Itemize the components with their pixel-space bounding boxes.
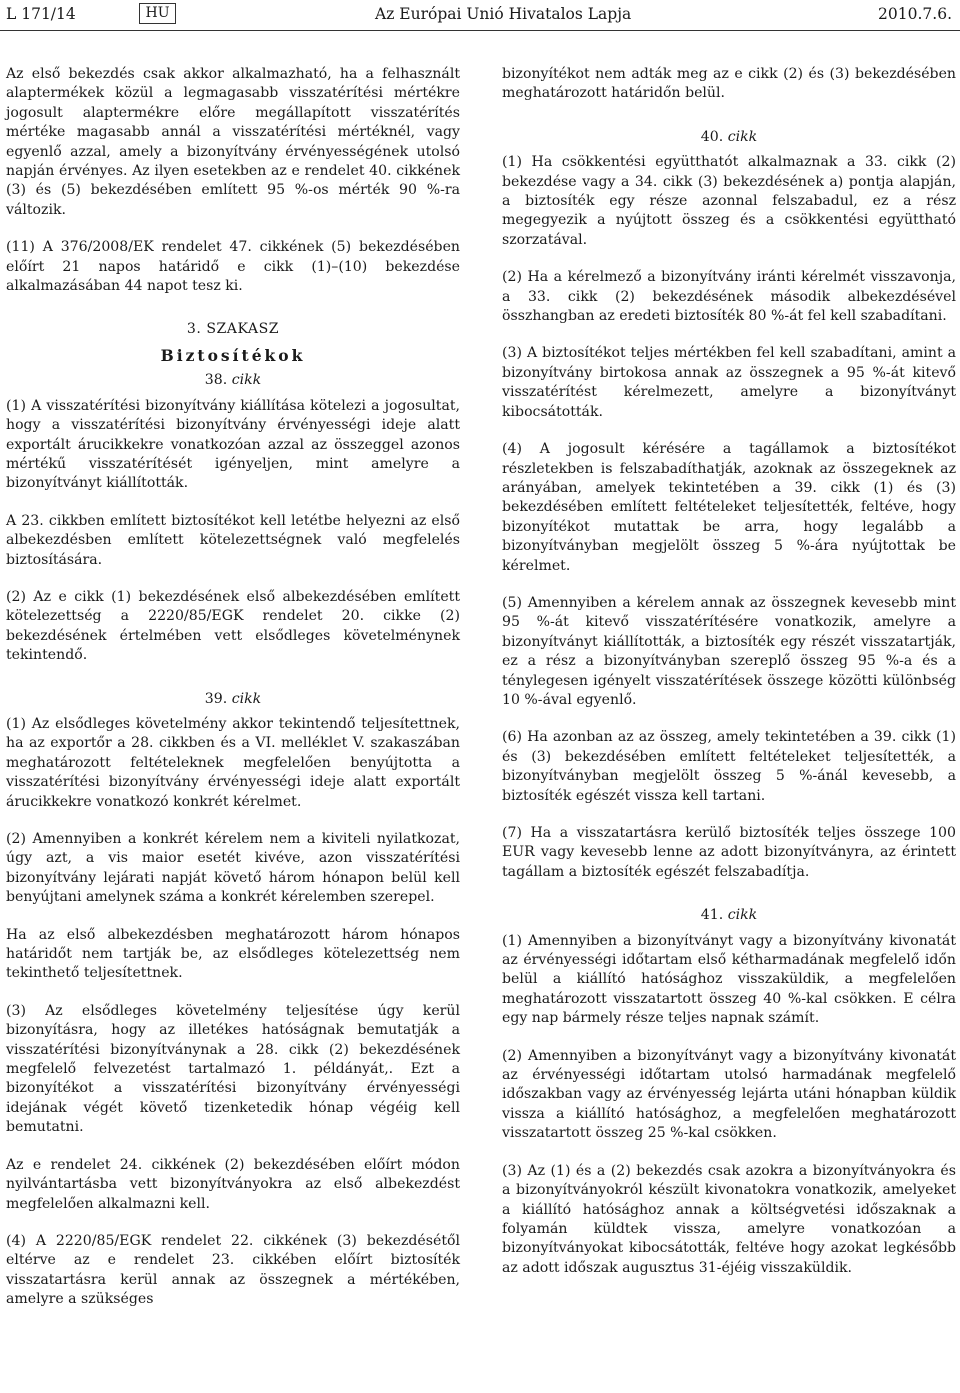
page-number: L 171/14: [6, 5, 76, 23]
paragraph: Az első bekezdés csak akkor alkalmazható, ha a felhasznált alaptermékek közül a legmagasabb visszatérítési mértékre jogosult alaptermékre előre megállapított visszatérítés mértéke magasabb annál a visszatérítési mértéknél, vagy egyenlő azzal, amely a bizonyítvány érvényességének utolsó napján érvényes. Az ilyen esetekben az e rendelet 40. cikkének (3) és (5) bekezdésében említett 95 %-os mérték 90 %-ra változik.: [6, 66, 460, 218]
publication-date: 2010.7.6.: [878, 5, 952, 23]
paragraph: (3) Az elsődleges követelmény teljesítése úgy kerül bizonyításra, hogy az illetékes hatóságnak bemutatják a visszatérítési bizonyítványnak a 28. cikk (2) bekezdésének megfelelő felvezetést tartalmazó 1. példányát,. Ezt a bizonyítékot a visszatérítési bizonyítvány érvényességi idejának végét követő tizenketedik hónap végéig kell bemutatni.: [6, 1002, 460, 1136]
paragraph: bizonyítékot nem adták meg az e cikk (2) és (3) bekezdésében meghatározott határidőn belül.: [502, 66, 956, 102]
paragraph: (2) Amennyiben a konkrét kérelem nem a kiviteli nyilatkozat, úgy azt, a vis maior esetét kivéve, azon visszatérítési bizonyítvány lejárati napját követő három hónapon belül kell benyújtani amelynek száma a konkrét kérelemben szerepel.: [6, 831, 460, 906]
right-column: [502, 65, 956, 1296]
paragraph: (1) A visszatérítési bizonyítvány kiállítása kötelezi a jogosultat, hogy a visszatérítési bizonyítvány érvényességi ideje alatt exportált árucikkekre vonatkozóan azzal az összeggel azonos mértékű visszatérítését igényeljen, mint amelyre a bizonyítványt kiállították.: [6, 397, 460, 492]
article-word: cikk: [727, 907, 758, 924]
paragraph: (2) Ha a kérelmező a bizonyítvány iránti kérelmét visszavonja, a 33. cikk (2) bekezdésének második albekezdésével összhangban az eredeti biztosíték 80 %-át fel kell szabadítani.: [502, 269, 956, 325]
paragraph: (5) Amennyiben a kérelem annak az összegnek kevesebb mint 95 %-át kitevő visszatérítésére vonatkozik, amelyre a bizonyítványt kiállították, a biztosíték egy részét visszatartják, ez a rész a bizonyítványban szereplő összeg 95 %-a és a ténylegesen igényelt visszatérítések összege közötti különbség 10 %-ával egyenlő.: [502, 594, 956, 708]
paragraph: (4) A jogosult kérésére a tagállamok a biztosítékot részletekben is felszabadíthatják, azoknak az összegeknek az arányában, amelyek tekintetében a 39. cikk (1) és (3) bekezdésében említett feltételeket teljesítették, feltéve, hogy bizonyítékot mutattak be arra, hogy legalább a bizonyítványban megjelölt összeg 5 %-ára nyújtottak be kérelmet.: [502, 441, 956, 574]
paragraph: Ha az első albekezdésben meghatározott három hónapos határidőt nem tartják be, az elsődleges kötelezettség nem tekinthető teljesítettnek.: [6, 926, 460, 982]
paragraph: (2) Amennyiben a bizonyítványt vagy a bizonyítvány kivonatát az érvényességi időtartam utolsó harmadának megfelelő időszakban vagy az érvényesség lejárta utáni hónapban küldik vissza a kiállító hatósághoz, a megfelelően meghatározott visszatartott összeg 25 %-kal csökken.: [502, 1047, 956, 1142]
page-header: [0, 0, 960, 31]
paragraph: (2) Az e cikk (1) bekezdésének első albekezdésében említett kötelezettség a 2220/85/EGK rendelet 20. cikke (2) bekezdésének értelmében vett elsődleges követelménynek tekintendő.: [6, 588, 460, 664]
section-number: 3. SZAKASZ: [186, 321, 280, 338]
article-number: 38.: [204, 372, 228, 389]
paragraph: (3) A biztosítékot teljes mértékben fel kell szabadítani, amint a bizonyítvány birtokosa annak az összegnek a 95 %-át kitevő visszatérítést kérelmezett, amelyre a bizonyítványt kibocsátották.: [502, 345, 956, 420]
paragraph: (4) A 2220/85/EGK rendelet 22. cikkének (3) bekezdésétől eltérve az e rendelet 23. cikkében előírt biztosíték visszatartásra kerül annak az összegnek a mértékében, amelyre a szükséges: [6, 1232, 460, 1308]
article-number: 41.: [700, 907, 724, 924]
journal-title: Az Európai Unió Hivatalos Lapja: [375, 5, 632, 23]
paragraph: (11) A 376/2008/EK rendelet 47. cikkének (5) bekezdésében előírt 21 napos határidő e cikk (1)–(10) bekezdése alkalmazásában 44 napot tesz ki.: [6, 239, 460, 295]
section-title: Biztosítékok: [160, 345, 306, 365]
paragraph: (1) Ha csökkentési együtthatót alkalmaznak a 33. cikk (2) bekezdése vagy a 34. cikk (3) bekezdésének a) pontja alapján, a biztosíték egy része azonnal felszabadul, ez a rész megegyezik a nyújtott összeg és a csökkentési együttható szorzatával.: [502, 154, 956, 248]
paragraph: Az e rendelet 24. cikkének (2) bekezdésében előírt módon nyilvántartásba vett bizonyítványokra az első albekezdést megfelelően alkalmazni kell.: [6, 1156, 460, 1212]
article-heading: [6, 371, 460, 390]
article-number: 40.: [700, 128, 724, 145]
article-heading: [502, 128, 956, 147]
paragraph: (6) Ha azonban az az összeg, amely tekintetében a 39. cikk (1) és (3) bekezdésében említett feltételeket teljesítették, a bizonyítványban megjelölt összeg 5 %-ánál kevesebb, a biztosíték egészét vissza kell tartani.: [502, 729, 956, 804]
article-word: cikk: [231, 690, 262, 707]
paragraph: (7) Ha a visszatartásra kerülő biztosíték teljes összege 100 EUR vagy kevesebb lenne az adott bizonyítványra, az érintett tagállam a biztosíték egészét felszabadítja.: [502, 825, 956, 880]
paragraph: A 23. cikkben említett biztosítékot kell letétbe helyezni az első albekezdésben említett kötelezettségnek való megfelelés biztosítására.: [6, 512, 460, 568]
paragraph: (3) Az (1) és a (2) bekezdés csak azokra a bizonyítványokra és a bizonyítványokról készült kivonatokra vonatkozik, amelyeket a kiállító hatósághoz annak a költségvetési időszaknak a folyamán küldtek vissza, amelyre vonatkozóan a bizonyítványokat kibocsátották, feltéve hogy azokat legkésőbb az adott időszak augusztus 31-éjéig visszaküldik.: [502, 1162, 956, 1276]
left-column: [6, 65, 460, 1328]
article-heading: [502, 906, 956, 925]
article-number: 39.: [204, 690, 228, 707]
language-badge: HU: [139, 3, 176, 24]
paragraph: (1) Amennyiben a bizonyítványt vagy a bizonyítvány kivonatát az érvényességi időtartam első kétharmadának megfelelő időn belül a kiállító hatósághoz visszaküldik, a megfelelően meghatározott visszatartott összeg 40 %-kal csökken. E célra egy nap bármely része teljes napnak számít.: [502, 932, 956, 1027]
article-word: cikk: [231, 372, 262, 389]
article-word: cikk: [727, 128, 758, 145]
article-heading: [6, 690, 460, 709]
paragraph: (1) Az elsődleges követelmény akkor tekintendő teljesítettnek, ha az exportőr a 28. cikkben és a VI. melléklet V. szakaszában meghatározott feltételeknek megfelelően benyújtotta a visszatérítési bizonyítvány érvényességi ideje alatt exportált árucikkekre vonatkozó konkrét kérelmet.: [6, 715, 460, 810]
